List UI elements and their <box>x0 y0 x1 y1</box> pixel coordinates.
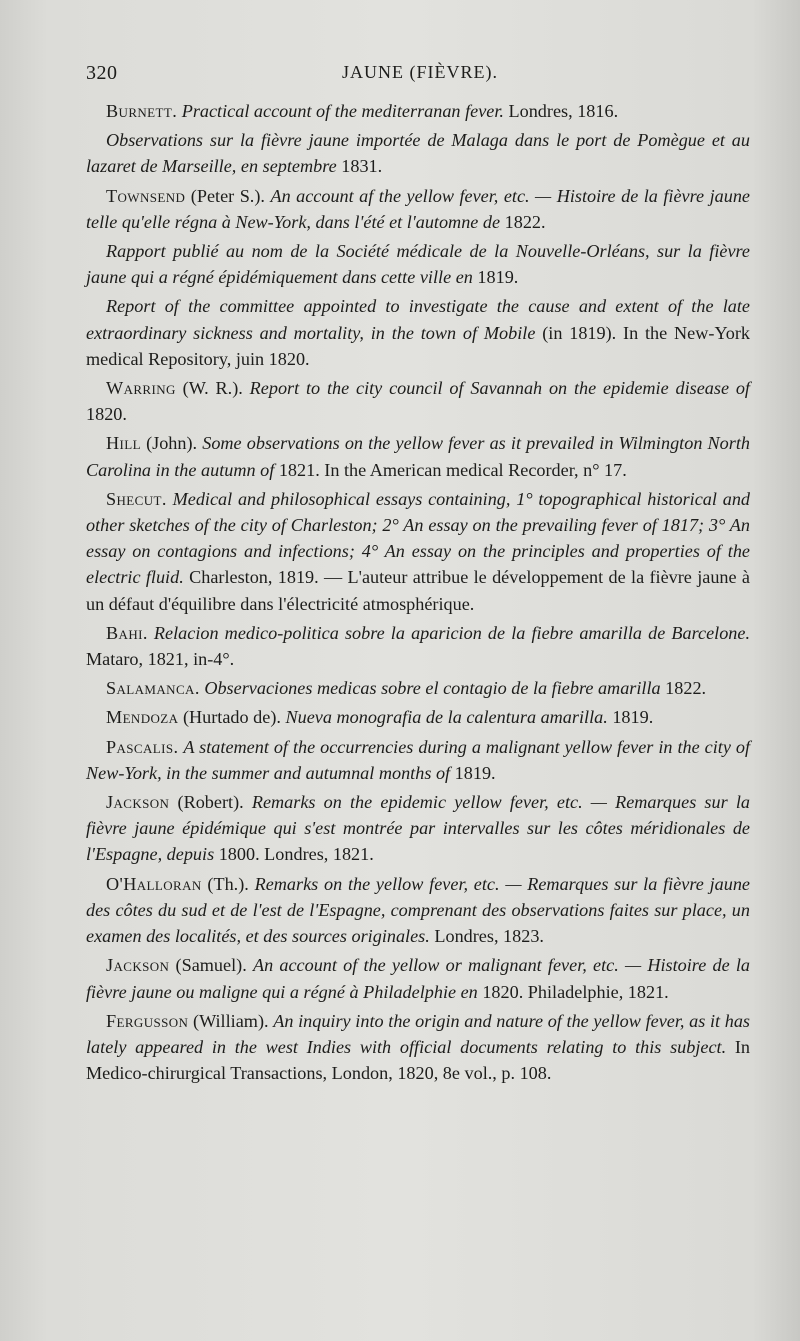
bibliography-entry <box>86 293 750 372</box>
entry-title: Some observations on the yellow fever as it prevailed in Wilmington North Carolina in the autumn of <box>86 433 750 480</box>
bibliography-list <box>86 98 750 1089</box>
entry-author: Shecut. <box>106 488 167 509</box>
entry-title: Nueva monografia de la calentura amarilla. <box>285 707 608 728</box>
bibliography-entry <box>86 375 750 427</box>
entry-details: 1822. <box>500 211 546 232</box>
entry-title: An account af the yellow fever, etc. — Histoire de la fièvre jaune telle qu'elle régna à New-York, dans l'été et l'automne de <box>86 185 750 232</box>
entry-author: Salamanca. <box>106 678 200 699</box>
entry-author-detail: (Th.). <box>201 873 255 894</box>
entry-title: Observations sur la fièvre jaune importée de Malaga dans le port de Pomègue et au lazaret de Marseille, en septembre <box>86 130 750 177</box>
bibliography-entry <box>86 789 750 868</box>
entry-author: Warring <box>106 378 176 399</box>
entry-details: (in 1819). In the New-York medical Repository, juin 1820. <box>86 322 750 369</box>
entry-title: An account of the yellow or malignant fever, etc. — Histoire de la fièvre jaune ou maligne qui a régné à Philadelphie en <box>86 955 750 1002</box>
entry-title: Observaciones medicas sobre el contagio de la fiebre amarilla <box>204 678 661 699</box>
bibliography-entry <box>86 1008 750 1087</box>
entry-details: 1819. <box>472 267 519 288</box>
entry-title: Report of the committee appointed to investigate the cause and extent of the late extraordinary sickness and mortality, in the town of Mobile <box>86 296 750 343</box>
bibliography-entry <box>86 871 750 950</box>
entry-details: 1820. Philadelphie, 1821. <box>477 981 669 1002</box>
entry-title: Report to the city council of Savannah on the epidemie disease of <box>249 378 750 399</box>
entry-details: Londres, 1823. <box>429 926 544 947</box>
entry-details: 1819. <box>450 762 496 783</box>
page-header <box>86 62 726 92</box>
entry-author-detail: (Hurtado de). <box>178 707 286 728</box>
entry-title: Practical account of the mediterranan fever. <box>181 101 504 121</box>
entry-title: A statement of the occurrencies during a malignant yellow fever in the city of New-York, in the summer and autumnal months of <box>86 736 750 783</box>
bibliography-entry <box>86 183 750 235</box>
running-title: JAUNE (FIÈVRE). <box>342 62 498 82</box>
entry-title: Remarks on the epidemic yellow fever, etc. — Remarques sur la fièvre jaune épidémique qui s'est montrée par intervalles sur les côtes méridionales de l'Espagne, depuis <box>86 792 750 865</box>
entry-author: Hill <box>106 433 141 454</box>
bibliography-entry <box>86 238 750 290</box>
entry-details: 1820. <box>86 404 127 425</box>
bibliography-entry <box>86 98 750 124</box>
bibliography-entry <box>86 952 750 1004</box>
bibliography-entry <box>86 127 750 179</box>
entry-details: 1819. <box>607 707 654 728</box>
entry-details: Mataro, 1821, in-4°. <box>86 649 235 670</box>
entry-title: Remarks on the yellow fever, etc. — Remarques sur la fièvre jaune des côtes du sud et de l'est de l'Espagne, comprenant des observations faites sur place, un examen des localités, et des sources originales. <box>86 873 750 947</box>
entry-details: Charleston, 1819. — L'auteur attribue le développement de la fièvre jaune à un défaut d'équilibre dans l'électricité atmosphérique. <box>86 567 751 614</box>
bibliography-entry <box>86 430 750 482</box>
entry-details: 1800. Londres, 1821. <box>214 844 374 865</box>
entry-author: Jackson <box>106 955 170 976</box>
entry-title: Relacion medico-politica sobre la aparicion de la fiebre amarilla de Barcelone. <box>153 622 751 643</box>
entry-author-detail: (William). <box>188 1010 274 1031</box>
bibliography-entry <box>86 675 750 701</box>
entry-author: Jackson <box>106 792 170 813</box>
entry-details: In Medico-chirurgical Transactions, London, 1820, 8e vol., p. 108. <box>86 1036 751 1084</box>
entry-title: An inquiry into the origin and nature of the yellow fever, as it has lately appeared in the west Indies with official documents relating to this subject. <box>86 1010 750 1057</box>
entry-details: 1822. <box>660 678 707 699</box>
entry-author: Fergusson <box>106 1010 189 1031</box>
entry-author-detail: (Samuel). <box>169 955 253 976</box>
bibliography-entry <box>86 620 750 672</box>
entry-author-detail: (John). <box>140 433 203 454</box>
entry-author-detail: (W. R.). <box>175 378 250 399</box>
entry-author: Townsend <box>106 185 186 206</box>
entry-title: Medical and philosophical essays containing, 1° topographical historical and other sketches of the city of Charleston; 2° An essay on the prevailing fever of 1817; 3° An essay on contagions and infections; 4° An essay on the principles and properties of the electric fluid. <box>86 488 751 588</box>
entry-author: Mendoza <box>106 707 179 728</box>
bibliography-entry <box>86 486 750 617</box>
entry-details: 1821. In the American medical Recorder, n° 17. <box>274 459 627 480</box>
bibliography-entry <box>86 734 750 786</box>
entry-author-detail: (Robert). <box>169 792 252 813</box>
entry-author: Pascalis. <box>106 736 179 757</box>
entry-details: 1831. <box>336 156 383 177</box>
entry-details: Londres, 1816. <box>503 101 619 121</box>
page-number: 320 <box>86 62 118 84</box>
entry-author: Bahi. <box>106 622 148 643</box>
entry-author: O'Halloran <box>106 873 202 894</box>
entry-author: Burnett. <box>106 101 178 121</box>
bibliography-entry <box>86 704 750 730</box>
entry-title: Rapport publié au nom de la Société médicale de la Nouvelle-Orléans, sur la fièvre jaune qui a régné épidémiquement dans cette ville en <box>86 241 750 288</box>
entry-author-detail: (Peter S.). <box>185 185 271 206</box>
